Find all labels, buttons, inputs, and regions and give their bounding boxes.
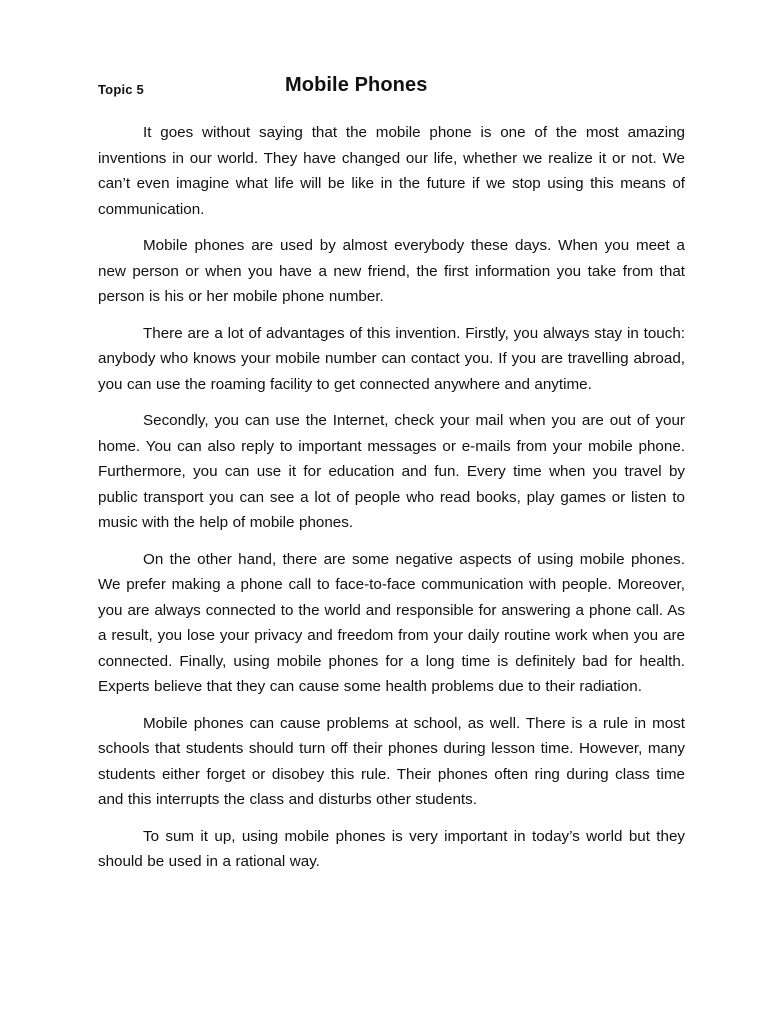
paragraph-conclusion: To sum it up, using mobile phones is very important in today’s world but they should be used in a rational way. bbox=[98, 827, 685, 870]
heading-row bbox=[98, 72, 685, 106]
paragraph-school-problems: Mobile phones can cause problems at school, as well. There is a rule in most schools that students should turn off their phones during lesson time. However, many students either forget or disobey this rule. Their phones often ring during class time and this interrupts the class and disturbs other students. bbox=[98, 714, 685, 808]
document-page bbox=[98, 72, 685, 886]
topic-label: Topic 5 bbox=[98, 82, 144, 97]
document-body bbox=[98, 120, 685, 875]
paragraph-negative-aspects: On the other hand, there are some negative aspects of using mobile phones. We prefer making a phone call to face-to-face communication with people. Moreover, you are always connected to the world and responsible for answering a phone call. As a result, you lose your privacy and freedom from your daily routine work when you are connected. Finally, using mobile phones for a long time is definitely bad for health. Experts believe that they can cause some health problems due to their radiation. bbox=[98, 550, 685, 695]
paragraph-internet: Secondly, you can use the Internet, check your mail when you are out of your home. You can also reply to important messages or e-mails from your mobile phone. Furthermore, you can use it for education and fun. Every time when you travel by public transport you can see a lot of people who read books, play games or listen to music with the help of mobile phones. bbox=[98, 412, 685, 531]
paragraph-advantages: There are a lot of advantages of this invention. Firstly, you always stay in touch: anybody who knows your mobile number can contact you. If you are travelling abroad, you can use the roaming facility to get connected anywhere and anytime. bbox=[98, 324, 685, 393]
paragraph-introduction: It goes without saying that the mobile phone is one of the most amazing inventions in our world. They have changed our life, whether we realize it or not. We can’t even imagine what life will be like in the future if we stop using this means of communication. bbox=[98, 124, 685, 218]
document-title: Mobile Phones bbox=[285, 74, 428, 96]
paragraph-usage: Mobile phones are used by almost everybody these days. When you meet a new person or when you have a new friend, the first information you take from that person is his or her mobile phone number. bbox=[98, 237, 685, 305]
